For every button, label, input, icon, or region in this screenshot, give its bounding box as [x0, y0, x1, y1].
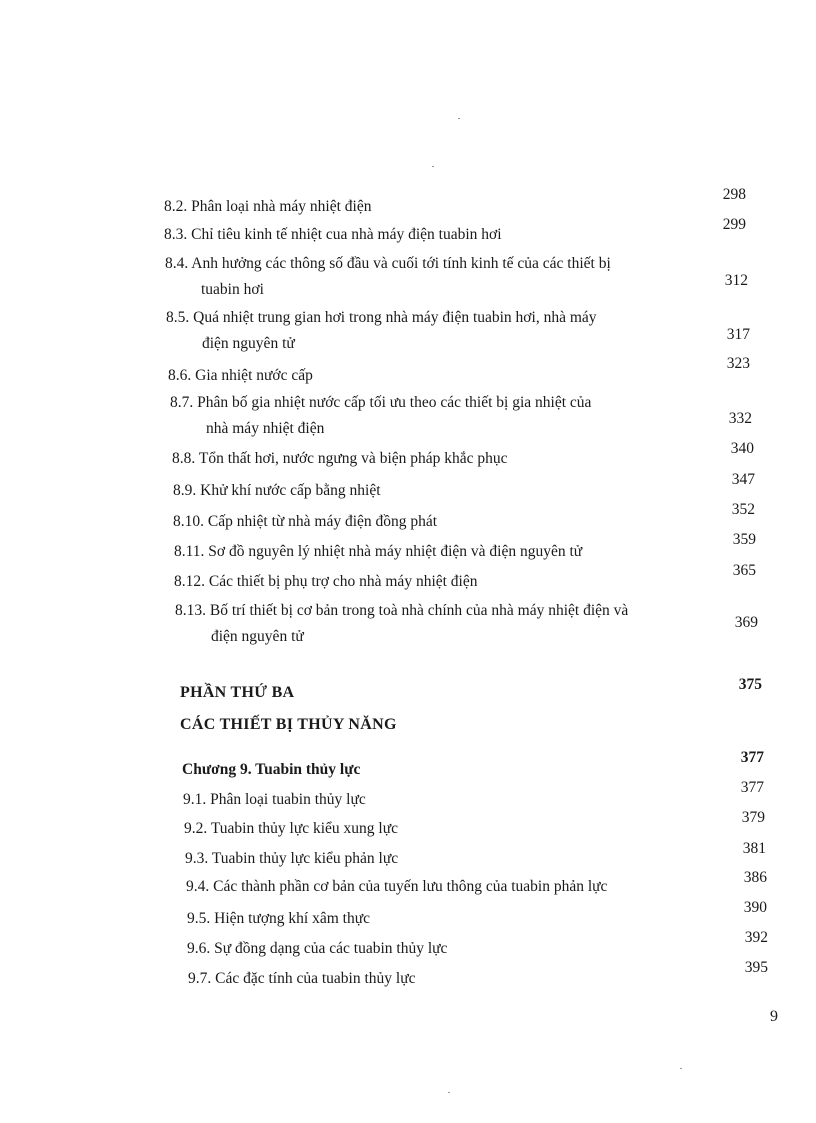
- toc-entry-title-cont: tuabin hơi: [201, 281, 264, 298]
- scan-speck: [458, 118, 460, 119]
- toc-entry-8-4: [165, 251, 611, 303]
- toc-entry-page: 365: [732, 562, 756, 579]
- toc-entry-title: 9.7. Các đặc tính của tuabin thủy lực: [188, 970, 416, 987]
- toc-entry-page: 386: [743, 869, 767, 886]
- toc-entry-title: 8.6. Gia nhiệt nước cấp: [168, 367, 313, 384]
- toc-entry-title: 9.4. Các thành phần cơ bản của tuyến lưu thông của tuabin phản lực: [186, 878, 608, 895]
- toc-entry-title: 8.4. Anh hưởng các thông số đầu và cuối tới tính kinh tế của các thiết bị: [165, 255, 611, 272]
- toc-entry-title: 9.5. Hiện tượng khí xâm thực: [187, 910, 370, 927]
- toc-entry-title: 8.7. Phân bố gia nhiệt nước cấp tối ưu theo các thiết bị gia nhiệt của: [170, 394, 592, 411]
- scan-speck: [680, 1068, 682, 1069]
- toc-entry-8-3: [164, 222, 502, 248]
- toc-entry-page: 377: [740, 779, 764, 796]
- toc-entry-page: 381: [742, 840, 766, 857]
- toc-entry-page: 299: [722, 216, 746, 233]
- toc-entry-page: 317: [726, 326, 750, 343]
- toc-entry-page: 390: [743, 899, 767, 916]
- toc-entry-9-3: [185, 846, 398, 872]
- toc-entry-title: 8.2. Phân loại nhà máy nhiệt điện: [164, 198, 372, 215]
- toc-entry-8-9: [173, 478, 381, 504]
- toc-entry-page: 332: [728, 410, 752, 427]
- toc-entry-page: 340: [730, 440, 754, 457]
- toc-entry-8-5: [166, 305, 597, 357]
- toc-entry-8-2: [164, 194, 372, 220]
- scan-speck: [432, 166, 434, 167]
- toc-entry-title: 8.10. Cấp nhiệt từ nhà máy điện đồng phát: [173, 513, 438, 530]
- toc-entry-page: 352: [731, 501, 755, 518]
- toc-entry-9-7: [188, 966, 416, 992]
- toc-entry-title-cont: điện nguyên tử: [211, 628, 304, 645]
- toc-entry-title: 8.3. Chỉ tiêu kinh tế nhiệt cua nhà máy điện tuabin hơi: [164, 226, 502, 243]
- toc-entry-title: 8.8. Tổn thất hơi, nước ngưng và biện pháp khắc phục: [172, 450, 508, 467]
- toc-entry-9-1: [183, 787, 366, 813]
- toc-entry-title: 9.2. Tuabin thủy lực kiểu xung lực: [184, 820, 398, 837]
- toc-entry-8-13: [175, 598, 628, 650]
- toc-entry-9-4: [186, 874, 607, 900]
- toc-entry-page: 359: [732, 531, 756, 548]
- toc-entry-page: 347: [731, 471, 755, 488]
- toc-entry-8-7: [170, 390, 591, 442]
- toc-entry-8-8: [172, 446, 508, 472]
- toc-entry-title: 8.11. Sơ đồ nguyên lý nhiệt nhà máy nhiệt điện và điện nguyên tử: [174, 543, 583, 560]
- scan-speck: [448, 1092, 450, 1093]
- toc-entry-page: 323: [726, 355, 750, 372]
- toc-entry-page: 395: [744, 959, 768, 976]
- toc-entry-title: 9.6. Sự đồng dạng của các tuabin thủy lực: [187, 940, 448, 957]
- toc-entry-9-6: [187, 936, 447, 962]
- part-heading-page: 375: [738, 676, 762, 693]
- toc-entry-8-6: [168, 363, 313, 389]
- toc-entry-page: 298: [722, 186, 746, 203]
- chapter-heading: [182, 757, 360, 783]
- toc-entry-page: 369: [734, 614, 758, 631]
- toc-entry-8-12: [174, 569, 478, 595]
- toc-entry-page: 379: [741, 809, 765, 826]
- toc-entry-page: 312: [724, 272, 748, 289]
- chapter-page: 377: [740, 749, 764, 766]
- toc-entry-title: 8.9. Khử khí nước cấp bằng nhiệt: [173, 482, 381, 499]
- toc-entry-title: 8.5. Quá nhiệt trung gian hơi trong nhà máy điện tuabin hơi, nhà máy: [166, 309, 597, 326]
- toc-entry-title: 9.1. Phân loại tuabin thủy lực: [183, 791, 366, 808]
- part-subheading: CÁC THIẾT BỊ THỦY NĂNG: [180, 716, 397, 733]
- part-heading: PHẦN THỨ BA: [180, 684, 295, 701]
- chapter-title: Chương 9. Tuabin thủy lực: [182, 761, 361, 778]
- toc-entry-8-10: [173, 509, 437, 535]
- toc-entry-page: 392: [744, 929, 768, 946]
- toc-entry-title: 8.12. Các thiết bị phụ trợ cho nhà máy nhiệt điện: [174, 573, 478, 590]
- toc-entry-9-2: [184, 816, 398, 842]
- page-number: 9: [770, 1008, 778, 1025]
- toc-entry-9-5: [187, 906, 370, 932]
- toc-entry-title: 9.3. Tuabin thủy lực kiểu phản lực: [185, 850, 399, 867]
- toc-entry-title: 8.13. Bố trí thiết bị cơ bản trong toà nhà chính của nhà máy nhiệt điện và: [175, 602, 629, 619]
- toc-entry-title-cont: nhà máy nhiệt điện: [206, 420, 325, 437]
- toc-entry-title-cont: điện nguyên tử: [202, 335, 295, 352]
- toc-entry-8-11: [174, 539, 582, 565]
